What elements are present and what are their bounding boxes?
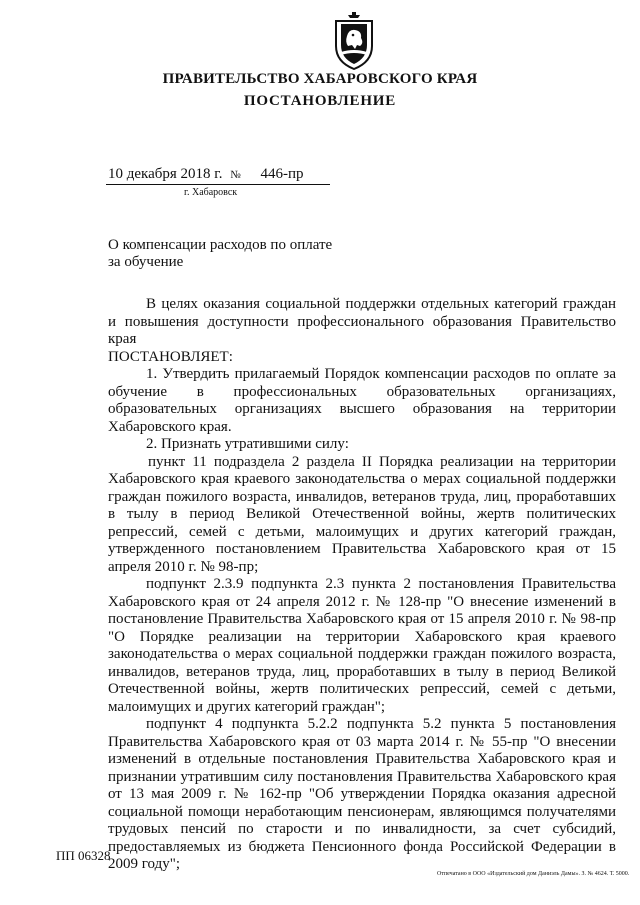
item-1-paragraph: 1. Утвердить прилагаемый Порядок компенсации расходов по оплате за обучение в профессиональных образовательных организациях, образовательных организациях высшего образования на территории Хабаровского края. (108, 366, 616, 435)
repeal-paragraph-2: подпункт 2.3.9 подпункта 2.3 пункта 2 постановления Правительства Хабаровского края от 24 апреля 2012 г. № 128-пр "О внесение изменений в постановление Правительства Хабаровского края от 15 апреля 2010 г. № 98-пр "О Порядке реализации на территории Хабаровского края краевого законодательства о мерах социальной поддержки граждан пожилого возраста, инвалидов, ветеранов труда, лиц, проработавших в тылу в период Великой Отечественной войны, жертв политических репрессий, семей с детьми, малоимущих и других категорий граждан"; (108, 576, 616, 715)
document-subject (108, 237, 332, 271)
city-label: г. Хабаровск (184, 187, 238, 198)
date-underline (106, 184, 330, 185)
print-note: Отпечатано в ООО «Издательский дом Даниэль Дамы». З. № 4624. Т. 5000. (437, 871, 630, 877)
document-type-title: ПОСТАНОВЛЕНИЕ (243, 93, 397, 109)
subject-line-2: за обучение (108, 254, 184, 270)
document-date: 10 декабря 2018 г. (108, 166, 223, 182)
repeal-paragraph-1: пункт 11 подраздела 2 раздела II Порядка реализации на территории Хабаровского края краевого законодательства о мерах социальной поддержки граждан пожилого возраста, инвалидов, ветеранов труда, лиц, проработавших в тылу в период Великой Отечественной войны, жертв политических репрессий, семей с детьми, малоимущих и других категорий граждан, утвержденного постановлением Правительства Хабаровского края от 15 апреля 2010 г. № 98-пр; (108, 453, 616, 575)
preamble-paragraph: В целях оказания социальной поддержки отдельных категорий граждан и повышения доступности профессионального образования Правительство края (108, 296, 616, 347)
subject-line-1: О компенсации расходов по оплате (108, 237, 333, 253)
repeal-paragraph-3: подпункт 4 подпункта 5.2.2 подпункта 5.2 пункта 5 постановления Правительства Хабаровского края от 03 марта 2014 г. № 55-пр "О внесении изменений в отдельные постановления Правительства Хабаровского края и признании утратившим силу постановления Правительства Хабаровского края от 13 мая 2009 г. № 162-пр "Об утверждении Порядка оказания адресной социальной помощи неработающим пенсионерам, являющимся получателями трудовых пенсий по старости и по инвалидности, за счет субсидий, предоставляемых из бюджета Пенсионного фонда Российской Федерации в 2009 году"; (108, 716, 616, 872)
document-body (108, 296, 616, 874)
decree-word: ПОСТАНОВЛЯЕТ: (108, 348, 233, 365)
document-number: 446-пр (260, 166, 304, 182)
document-code: ПП 06328 (56, 848, 111, 863)
government-title: ПРАВИТЕЛЬСТВО ХАБАРОВСКОГО КРАЯ (162, 71, 478, 87)
coat-of-arms-icon (333, 12, 375, 70)
date-number-line (108, 166, 304, 183)
item-2-paragraph: 2. Признать утратившими силу: (146, 436, 349, 452)
number-sign: № (230, 169, 241, 181)
